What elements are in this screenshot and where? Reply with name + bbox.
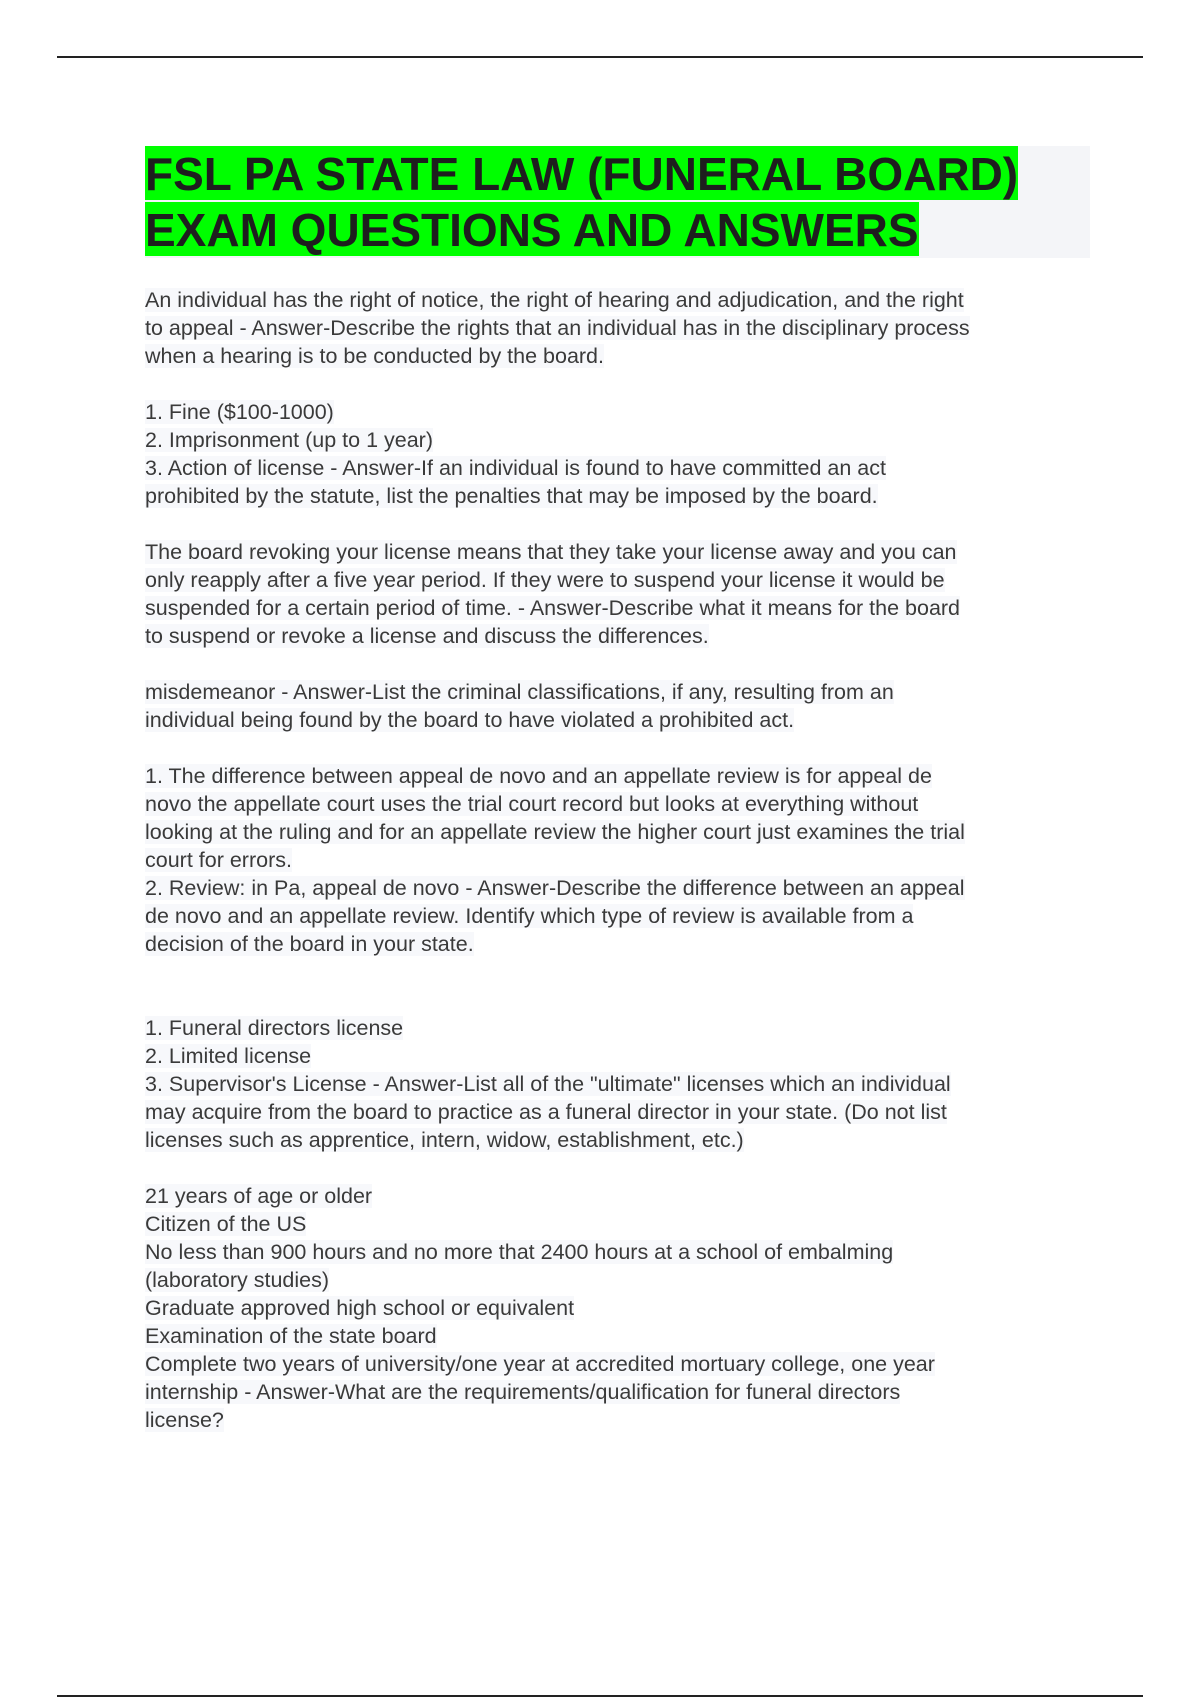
qa-line (145, 1210, 1090, 1238)
qa-line (145, 1014, 1090, 1042)
qa-line-text: 21 years of age or older (145, 1184, 373, 1208)
qa-line-text: decision of the board in your state. (145, 932, 474, 956)
qa-line-text: to appeal - Answer-Describe the rights that an individual has in the disciplinary process (145, 316, 970, 340)
qa-line-text: license? (145, 1408, 224, 1432)
qa-line-text: licenses such as apprentice, intern, widow, establishment, etc.) (145, 1128, 744, 1152)
qa-line-text: No less than 900 hours and no more that 2400 hours at a school of embalming (145, 1240, 894, 1264)
qa-line-text: novo the appellate court uses the trial court record but looks at everything without (145, 792, 919, 816)
qa-line (145, 790, 1090, 818)
title-line: FSL PA STATE LAW (FUNERAL BOARD) (145, 148, 1019, 200)
qa-line (145, 1126, 1090, 1154)
qa-line (145, 1322, 1090, 1350)
qa-line (145, 818, 1090, 846)
qa-line-text: internship - Answer-What are the requirements/qualification for funeral directors (145, 1380, 901, 1404)
qa-line (145, 1266, 1090, 1294)
qa-line-text: 1. Funeral directors license (145, 1016, 404, 1040)
qa-entry (145, 286, 1090, 370)
qa-entry (145, 678, 1090, 734)
qa-line (145, 314, 1090, 342)
qa-line-text: 1. Fine ($100-1000) (145, 400, 334, 424)
qa-entry (145, 762, 1090, 958)
qa-line (145, 622, 1090, 650)
qa-line (145, 594, 1090, 622)
qa-line-text: individual being found by the board to have violated a prohibited act. (145, 708, 795, 732)
qa-line (145, 454, 1090, 482)
qa-line-text: only reapply after a five year period. If they were to suspend your license it would be (145, 568, 945, 592)
qa-line-text: court for errors. (145, 848, 292, 872)
qa-line (145, 874, 1090, 902)
qa-entry (145, 538, 1090, 650)
qa-line-text: Citizen of the US (145, 1212, 307, 1236)
qa-line-text: to suspend or revoke a license and discuss the differences. (145, 624, 709, 648)
qa-line (145, 482, 1090, 510)
qa-line-text: misdemeanor - Answer-List the criminal classifications, if any, resulting from an (145, 680, 894, 704)
qa-line-text: 1. The difference between appeal de novo and an appellate review is for appeal de (145, 764, 932, 788)
qa-line-text: 3. Supervisor's License - Answer-List all of the "ultimate" licenses which an individual (145, 1072, 951, 1096)
qa-line (145, 1238, 1090, 1266)
qa-line (145, 342, 1090, 370)
title-block (145, 146, 1090, 258)
qa-line (145, 902, 1090, 930)
qa-line-text: Complete two years of university/one year at accredited mortuary college, one year (145, 1352, 935, 1376)
qa-line-text: 2. Review: in Pa, appeal de novo - Answer-Describe the difference between an appeal (145, 876, 965, 900)
qa-line (145, 1182, 1090, 1210)
qa-line (145, 566, 1090, 594)
qa-line (145, 706, 1090, 734)
qa-line (145, 426, 1090, 454)
qa-line-text: (laboratory studies) (145, 1268, 330, 1292)
qa-line-text: looking at the ruling and for an appellate review the higher court just examines the trial (145, 820, 965, 844)
qa-line-text: An individual has the right of notice, the right of hearing and adjudication, and the right (145, 288, 964, 312)
qa-line-text: de novo and an appellate review. Identify which type of review is available from a (145, 904, 914, 928)
document-body (145, 146, 1090, 1462)
qa-line (145, 1406, 1090, 1434)
qa-line (145, 1098, 1090, 1126)
qa-line (145, 846, 1090, 874)
qa-line (145, 1070, 1090, 1098)
qa-line-text: when a hearing is to be conducted by the board. (145, 344, 604, 368)
qa-entry (145, 1014, 1090, 1154)
qa-line (145, 930, 1090, 958)
document-title (145, 146, 1090, 258)
qa-line-text: 3. Action of license - Answer-If an individual is found to have committed an act (145, 456, 886, 480)
qa-line (145, 398, 1090, 426)
qa-line (145, 538, 1090, 566)
qa-line-text: suspended for a certain period of time. - Answer-Describe what it means for the board (145, 596, 961, 620)
header-rule (57, 56, 1143, 58)
qa-line (145, 1378, 1090, 1406)
qa-line (145, 762, 1090, 790)
qa-list (145, 286, 1090, 1434)
qa-line (145, 286, 1090, 314)
qa-entry (145, 1182, 1090, 1434)
qa-line-text: Examination of the state board (145, 1324, 437, 1348)
qa-line (145, 678, 1090, 706)
qa-entry (145, 398, 1090, 510)
qa-line-text: The board revoking your license means that they take your license away and you can (145, 540, 957, 564)
qa-line (145, 1042, 1090, 1070)
qa-line-text: 2. Limited license (145, 1044, 312, 1068)
qa-line-text: Graduate approved high school or equivalent (145, 1296, 575, 1320)
qa-line-text: may acquire from the board to practice as a funeral director in your state. (Do not list (145, 1100, 947, 1124)
footer-rule (57, 1695, 1143, 1697)
qa-line (145, 1350, 1090, 1378)
title-line: EXAM QUESTIONS AND ANSWERS (145, 204, 919, 256)
qa-line (145, 1294, 1090, 1322)
qa-line-text: 2. Imprisonment (up to 1 year) (145, 428, 433, 452)
qa-line-text: prohibited by the statute, list the penalties that may be imposed by the board. (145, 484, 878, 508)
